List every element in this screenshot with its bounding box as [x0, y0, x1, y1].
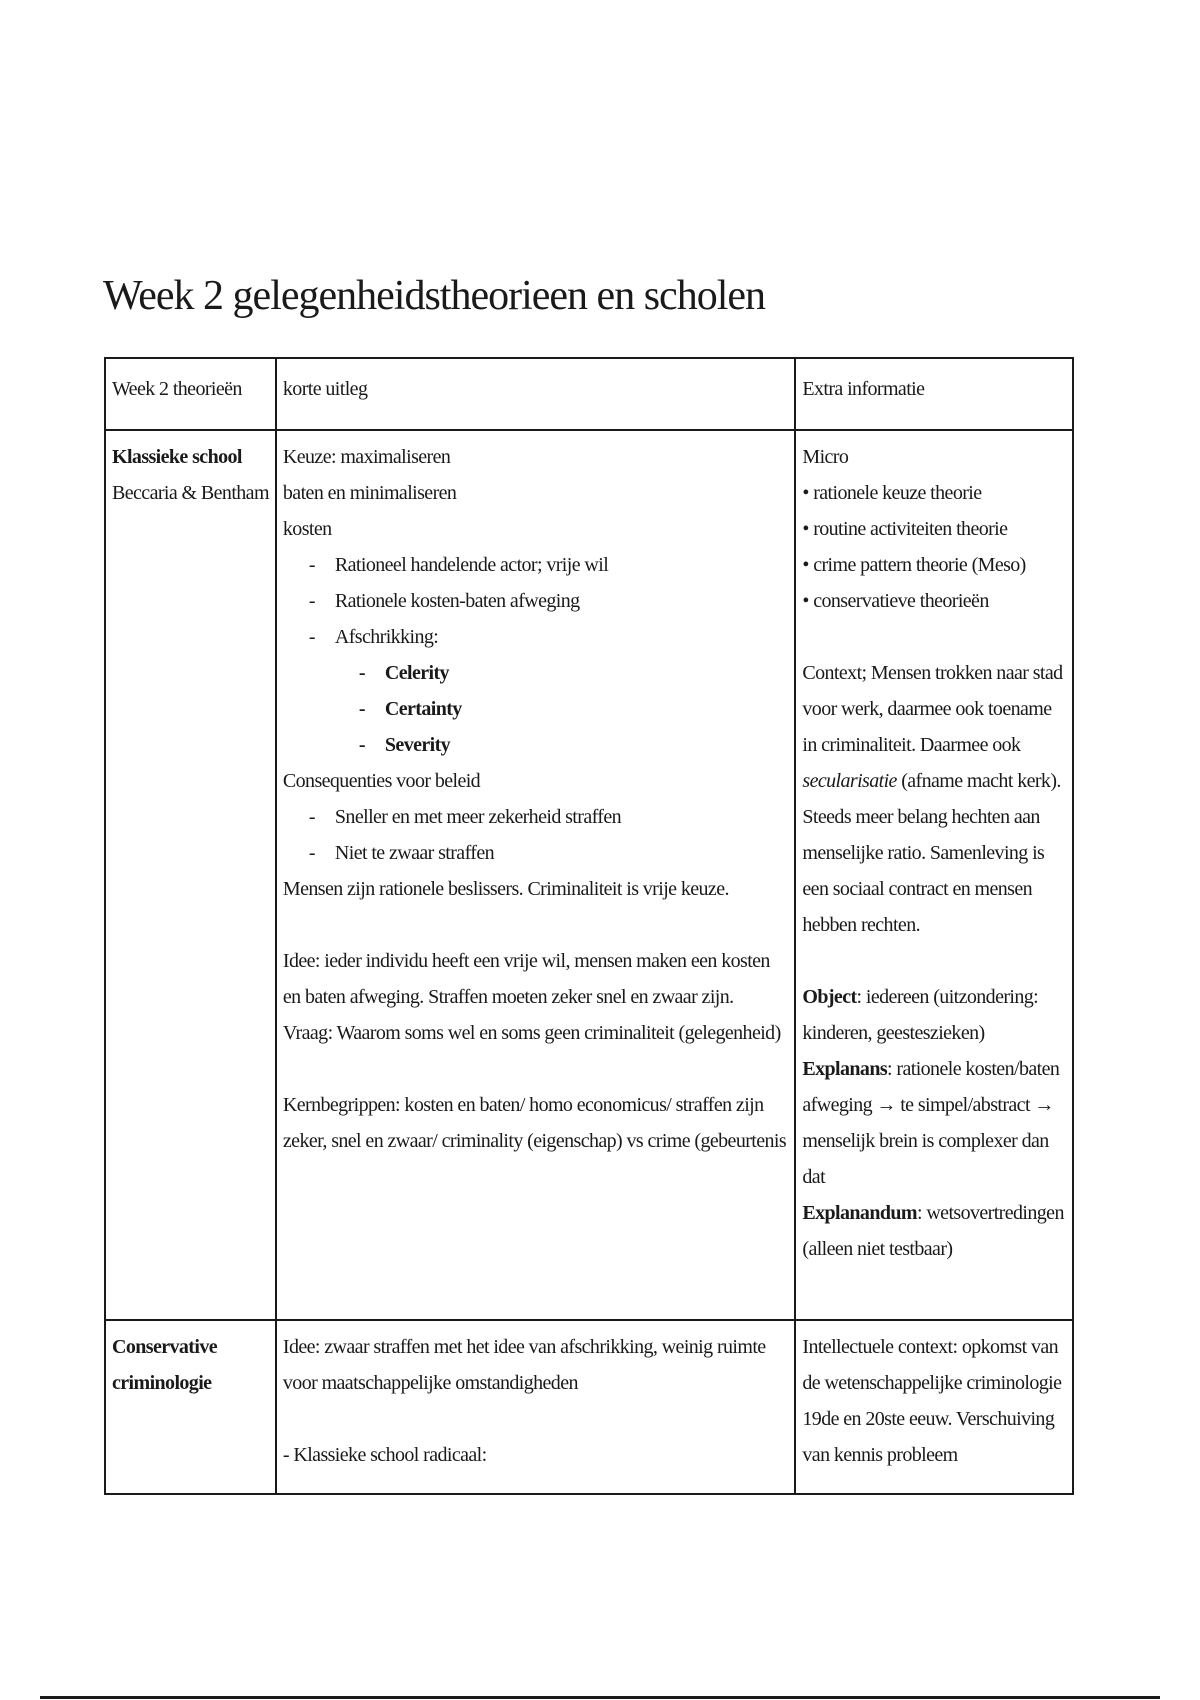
theory-title: Conservative criminologie: [112, 1336, 217, 1394]
consequenties-list: [283, 799, 788, 871]
theory-table: [104, 357, 1074, 1495]
object-text: [802, 979, 1066, 1051]
context-text: [802, 655, 1066, 943]
keuze-list: [283, 547, 788, 655]
cell-explanation: [276, 430, 795, 1320]
page-title: Week 2 gelegenheidstheorieen en scholen: [103, 273, 765, 319]
afschrikking-list: [283, 655, 788, 763]
keuze-line-1: Keuze: maximaliseren: [282, 446, 451, 468]
theory-title: Klassieke school: [112, 446, 242, 468]
klassieke-radicaal-text: - Klassieke school radicaal:: [282, 1444, 487, 1466]
consequenties-heading: Consequenties voor beleid: [282, 770, 481, 792]
context-italic: secularisatie: [802, 770, 897, 792]
idee-text: Idee: ieder individu heeft een vrije wil, mensen maken een kosten en baten afweging. Straffen moeten zeker snel en zwaar zijn.: [282, 950, 770, 1008]
micro-heading: Micro: [802, 446, 849, 468]
micro-item: • routine activiteiten theorie: [802, 518, 1008, 540]
explanans-label: Explanans: [802, 1058, 888, 1080]
table-header-row: [105, 358, 1073, 430]
table-row-klassieke-school: [105, 430, 1073, 1320]
header-extra-info: Extra informatie: [795, 358, 1073, 430]
micro-item: • rationele keuze theorie: [802, 482, 982, 504]
list-item: - Afschrikking:: [307, 619, 788, 655]
vraag-text: Vraag: Waarom soms wel en soms geen criminaliteit (gelegenheid): [282, 1022, 781, 1044]
page-bottom-rule: [40, 1696, 1160, 1699]
explanans-text: [802, 1051, 1066, 1195]
keuze-line-2: baten en minimaliseren: [282, 482, 457, 504]
cell-theory-name: [105, 430, 276, 1320]
micro-item: • conservatieve theorieën: [802, 590, 989, 612]
kernbegrippen-text: Kernbegrippen: kosten en baten/ homo economicus/ straffen zijn zeker, snel en zwaar/ criminality (eigenschap) vs crime (gebeurtenis: [282, 1094, 787, 1152]
cell-extra-info: [795, 430, 1073, 1320]
object-value: : iedereen (uitzondering: kinderen, geesteszieken): [802, 986, 1039, 1044]
intellectuele-context-text: Intellectuele context: opkomst van de wetenschappelijke criminologie 19de en 20ste eeuw. Verschuiving van kennis probleem: [802, 1336, 1062, 1466]
cell-extra-info: [795, 1320, 1073, 1494]
header-theories: Week 2 theorieën: [105, 358, 276, 430]
cell-theory-name: [105, 1320, 276, 1494]
context-part-a: Context; Mensen trokken naar stad voor werk, daarmee ook toename in criminaliteit. Daarmee ook: [802, 662, 1063, 756]
list-item: - Niet te zwaar straffen: [307, 835, 788, 871]
list-item: - Sneller en met meer zekerheid straffen: [307, 799, 788, 835]
context-part-b: (afname macht kerk). Steeds meer belang hechten aan menselijke ratio. Samenleving is een sociaal contract en mensen hebben rechten.: [802, 770, 1061, 936]
theory-authors: Beccaria & Bentham: [112, 482, 269, 504]
header-short-explanation: korte uitleg: [276, 358, 795, 430]
micro-item: • crime pattern theorie (Meso): [802, 554, 1026, 576]
keuze-line-3: kosten: [282, 518, 332, 540]
explanandum-label: Explanandum: [802, 1202, 917, 1224]
explanandum-value: : wetsovertredingen (alleen niet testbaar): [802, 1202, 1064, 1260]
cell-explanation: [276, 1320, 795, 1494]
idee-text: Idee: zwaar straffen met het idee van afschrikking, weinig ruimte voor maatschappelijke omstandigheden: [282, 1336, 766, 1394]
list-item: - Rationeel handelende actor; vrije wil: [307, 547, 788, 583]
list-item: - Rationele kosten-baten afweging: [307, 583, 788, 619]
list-item: - Certainty: [357, 691, 788, 727]
object-label: Object: [802, 986, 857, 1008]
list-item: - Celerity: [357, 655, 788, 691]
explanandum-text: [802, 1195, 1066, 1267]
table-row-conservative-criminologie: [105, 1320, 1073, 1494]
rationele-beslissers-text: Mensen zijn rationele beslissers. Criminaliteit is vrije keuze.: [282, 878, 729, 900]
explanans-value: : rationele kosten/baten afweging → te simpel/abstract → menselijk brein is complexer dan dat: [802, 1058, 1060, 1188]
list-item: - Severity: [357, 727, 788, 763]
